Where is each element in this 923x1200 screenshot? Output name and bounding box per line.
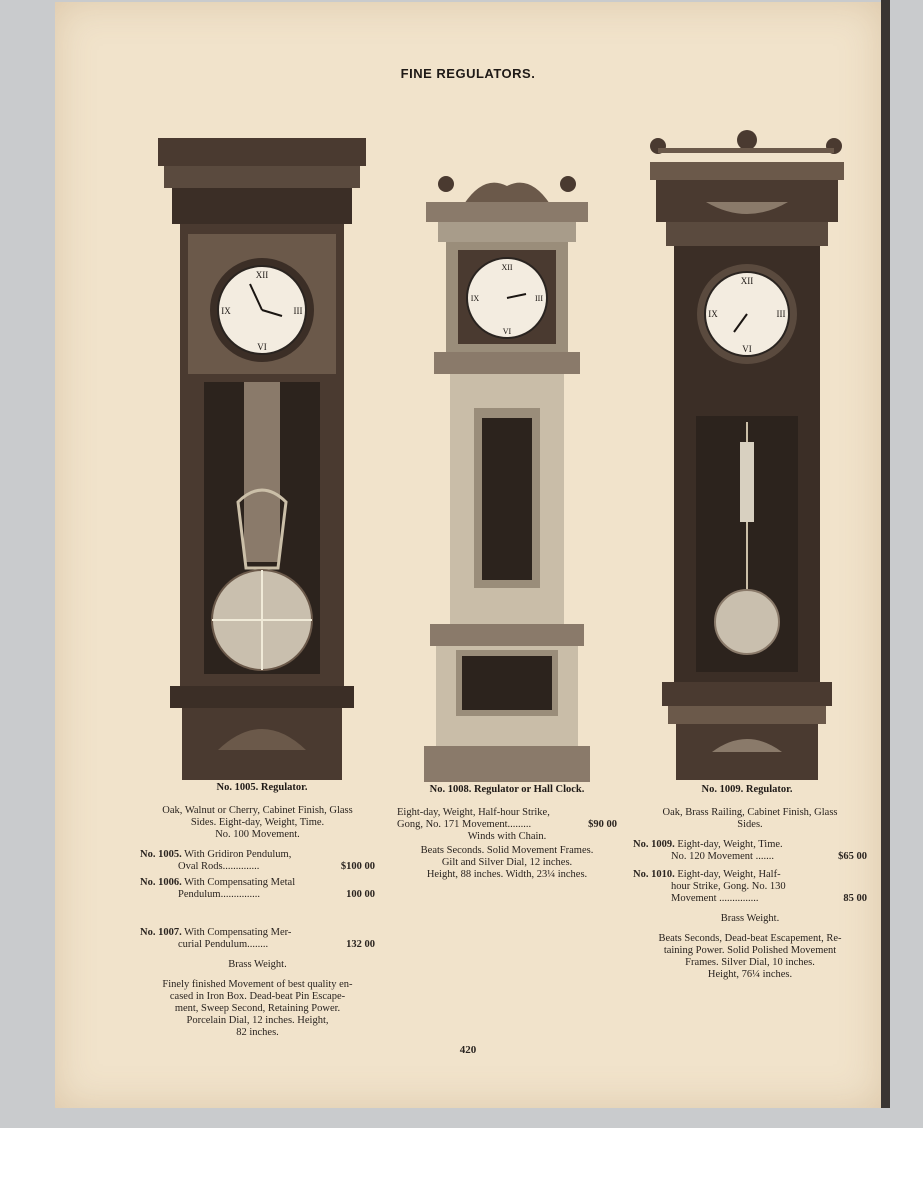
brass-weight-1005: Brass Weight. — [228, 959, 287, 970]
caption-1009: No. 1009. Regulator. — [701, 784, 793, 795]
item-1005: No. 1005. With Gridiron Pendulum, Oval Rods.............. $100 00 — [140, 849, 375, 872]
svg-text:III: III — [293, 306, 303, 316]
notes-1008: Beats Seconds. Solid Movement Frames. Gilt and Silver Dial, 12 inches. Height, 88 inches. Width, 23¼ inches. — [420, 845, 594, 880]
svg-text:IX: IX — [470, 294, 480, 303]
price-1006: 100 00 — [346, 889, 375, 900]
caption-1008: No. 1008. Regulator or Hall Clock. — [429, 784, 585, 795]
regulator-1009-illustration — [646, 126, 848, 782]
description-1005: Oak, Walnut or Cherry, Cabinet Finish, Glass Sides. Eight-day, Weight, Time. No. 100 Movement. — [162, 805, 353, 840]
svg-text:VI: VI — [502, 327, 512, 336]
catalog-page — [55, 2, 881, 1108]
text-column-1009 — [633, 807, 867, 981]
description-1009: Oak, Brass Railing, Cabinet Finish, Glass Sides. — [662, 807, 838, 830]
svg-text:XII: XII — [501, 263, 513, 272]
item-1006: No. 1006. With Compensating Metal Pendulum............... 100 00 — [140, 877, 375, 900]
caption-1005: No. 1005. Regulator. — [216, 782, 308, 793]
price-1010: 85 00 — [843, 893, 867, 904]
page-edge — [881, 0, 890, 1108]
item-1007: No. 1007. With Compensating Mer- curial Pendulum........ 132 00 — [140, 927, 375, 950]
price-1008: $90 00 — [588, 819, 617, 830]
regulator-1005-illustration — [158, 138, 366, 780]
text-column-1005 — [140, 805, 375, 1039]
price-1005: $100 00 — [340, 861, 375, 872]
svg-text:XII: XII — [255, 270, 269, 280]
svg-text:VI: VI — [257, 342, 267, 352]
item-1010: No. 1010. Eight-day, Weight, Half- hour Strike, Gong. No. 130 Movement ............... 85 00 — [633, 869, 867, 904]
svg-text:III: III — [776, 309, 786, 319]
svg-text:XII: XII — [740, 276, 754, 286]
item-1009: No. 1009. Eight-day, Weight, Time. No. 120 Movement ....... $65 00 — [633, 839, 867, 862]
brass-weight-1009: Brass Weight. — [720, 913, 780, 924]
notes-1009: Beats Seconds, Dead-beat Escapement, Re- taining Power. Solid Polished Movement Frames. Silver Dial, 10 inches. Height, 76¼ inches. — [658, 933, 842, 980]
text-column-1008: Eight-day, Weight, Half-hour Strike, Gong, No. 171 Movement......... $90 00 Winds with Chain. Beats Seconds. Solid Movement Frames. Gilt and Silver Dial, 12 inches. Height, 88 inches. Width, 23¼ inches. — [397, 807, 617, 880]
svg-text:III: III — [535, 294, 543, 303]
hall-clock-1008-illustration — [424, 164, 590, 782]
svg-text:VI: VI — [742, 344, 752, 354]
price-1007: 132 00 — [346, 939, 375, 950]
price-1009: $65 00 — [838, 851, 867, 862]
svg-text:IX: IX — [708, 309, 718, 319]
page-heading: FINE REGULATORS. — [400, 66, 536, 81]
svg-text:IX: IX — [221, 306, 231, 316]
page-number: 420 — [459, 1044, 477, 1056]
notes-1005: Finely finished Movement of best quality en- cased in Iron Box. Dead-beat Pin Escape- ment, Sweep Second, Retaining Power. Porcelain Dial, 12 inches. Height, 82 inches. — [162, 979, 353, 1038]
